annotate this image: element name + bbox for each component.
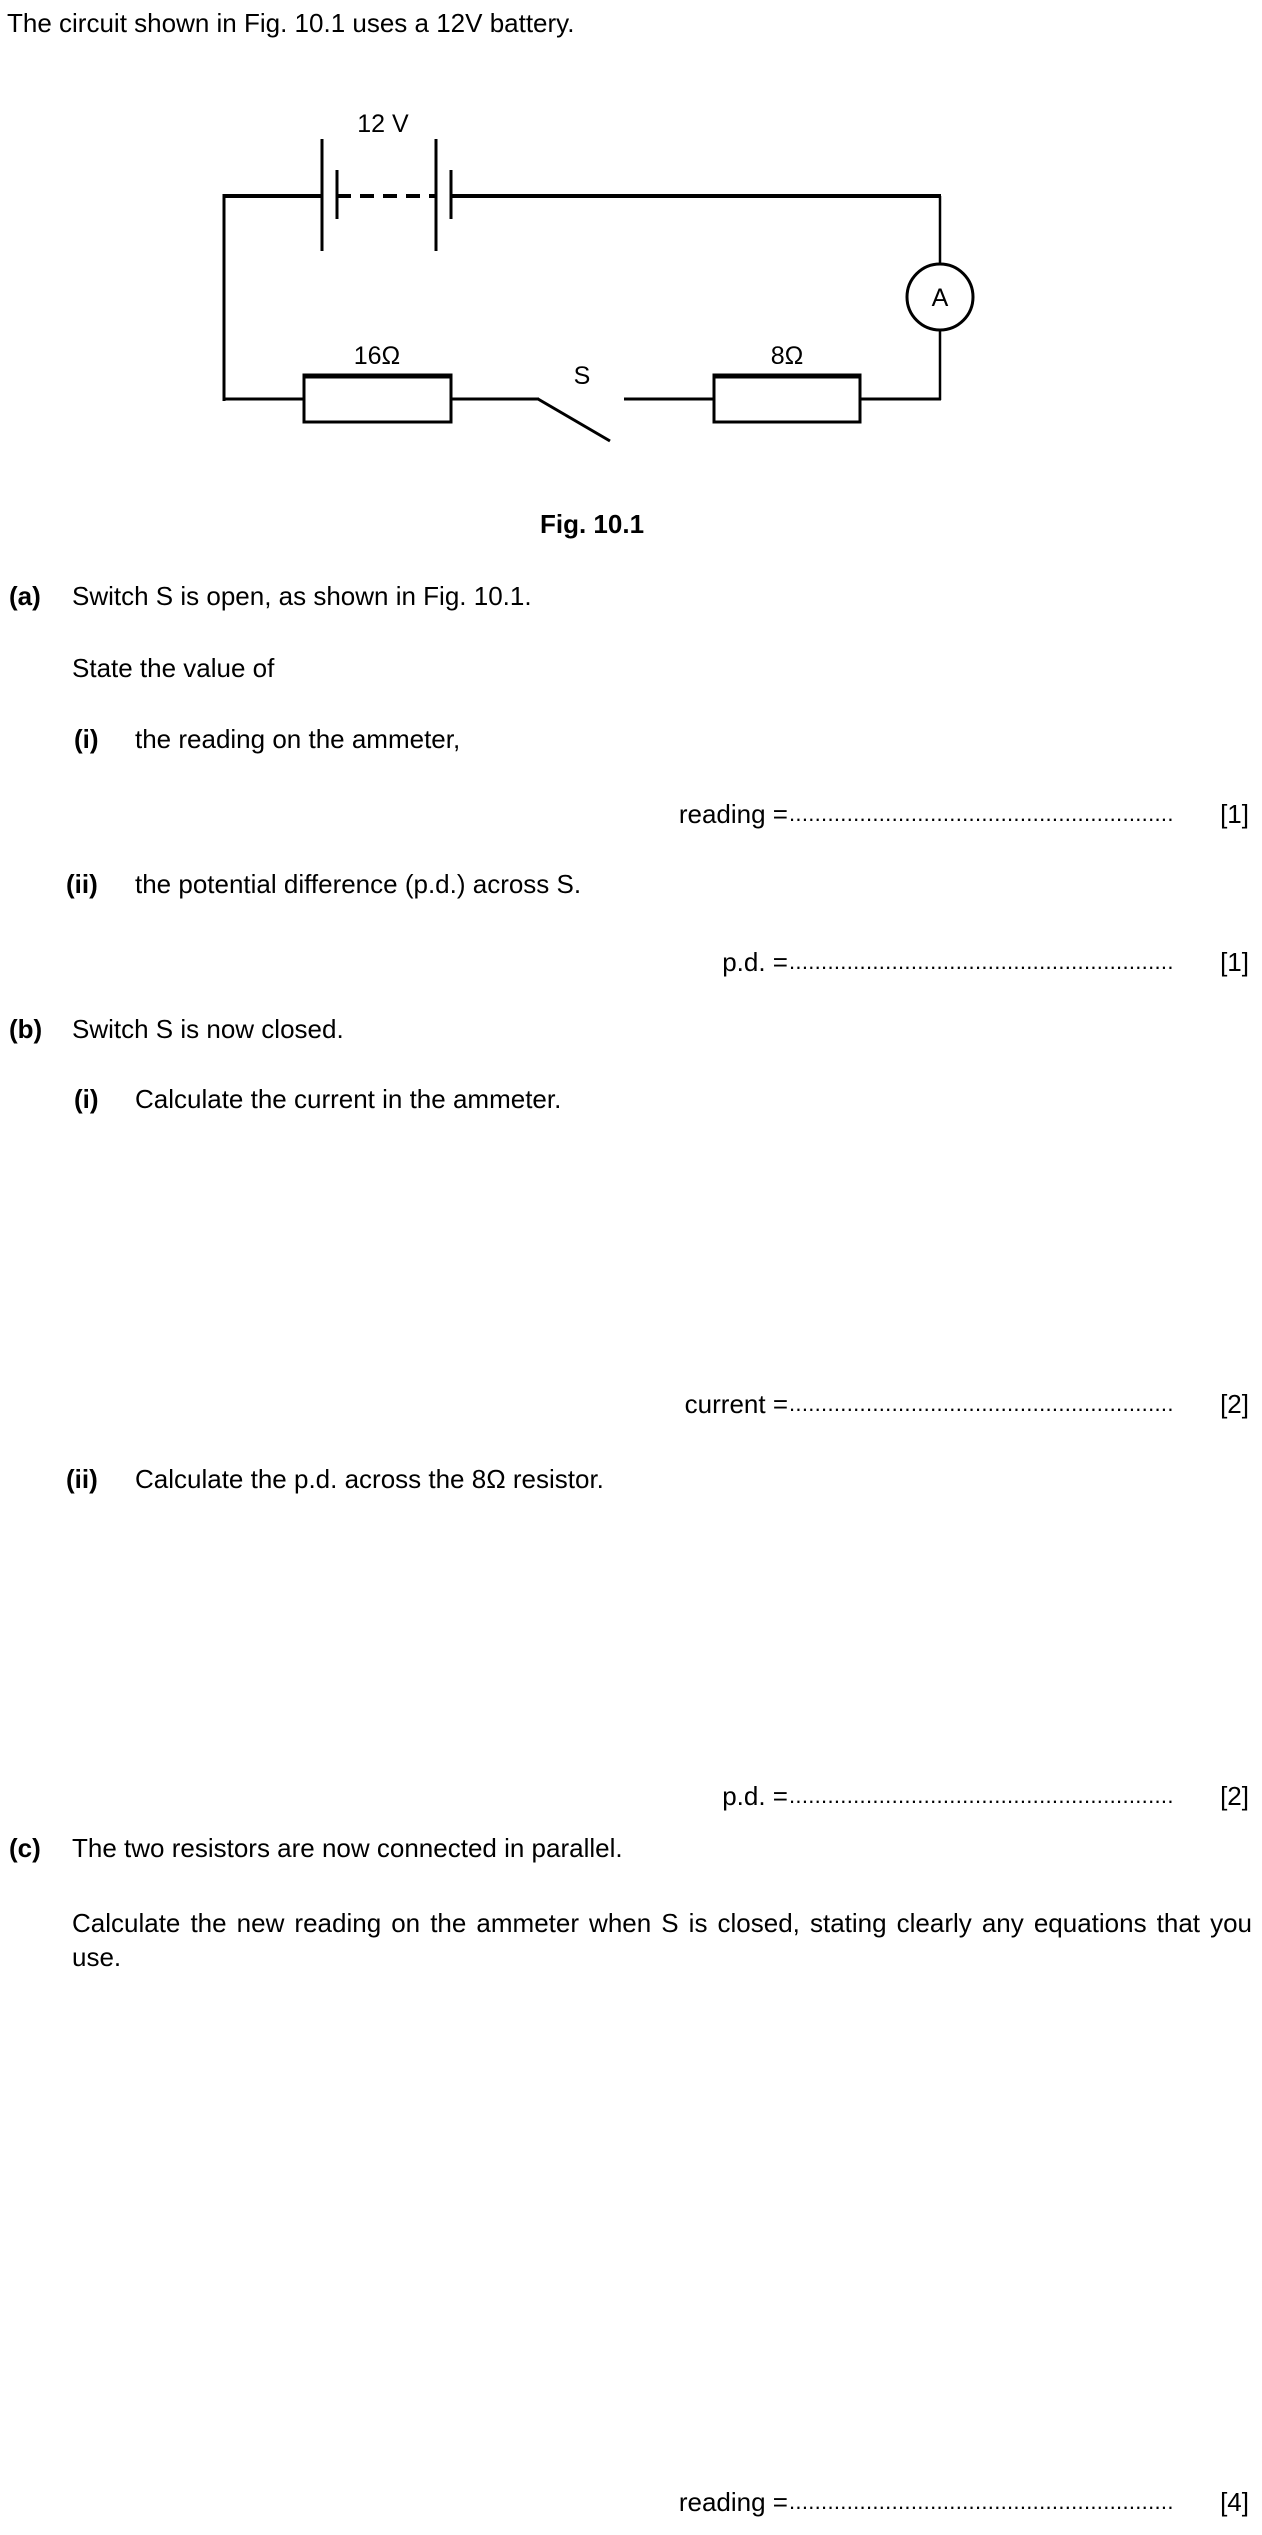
part-a-prompt: State the value of xyxy=(72,653,275,683)
answer-line-a-i[interactable] xyxy=(600,799,1252,829)
part-b-ii-text: Calculate the p.d. across the 8Ω resistor. xyxy=(135,1464,604,1494)
part-c-label: (c) xyxy=(9,1833,41,1863)
answer-label: current = xyxy=(684,1389,788,1419)
part-a-i-label: (i) xyxy=(74,724,99,754)
answer-label: reading = xyxy=(678,799,788,829)
intro-text: The circuit shown in Fig. 10.1 uses a 12V battery. xyxy=(7,8,575,38)
answer-line-a-ii[interactable] xyxy=(600,947,1252,977)
part-b-i-text: Calculate the current in the ammeter. xyxy=(135,1084,562,1114)
part-a-i-text: the reading on the ammeter, xyxy=(135,724,461,754)
answer-dots[interactable]: ............................................................ xyxy=(789,1391,1174,1416)
resistor-16-ohm xyxy=(304,375,451,422)
answer-label: p.d. = xyxy=(722,947,788,977)
resistor-8-label: 8Ω xyxy=(770,342,804,370)
circuit-diagram xyxy=(0,0,1262,470)
part-a-ii-label: (ii) xyxy=(66,869,98,899)
answer-label: reading = xyxy=(678,2487,788,2517)
resistor-8-ohm xyxy=(714,375,860,422)
marks: [4] xyxy=(1220,2487,1249,2517)
answer-dots[interactable]: ............................................................ xyxy=(789,801,1174,826)
marks: [1] xyxy=(1220,947,1249,977)
part-a-text: Switch S is open, as shown in Fig. 10.1. xyxy=(72,581,532,611)
marks: [2] xyxy=(1220,1389,1249,1419)
part-b-text: Switch S is now closed. xyxy=(72,1014,344,1044)
answer-dots[interactable]: ............................................................ xyxy=(789,949,1174,974)
answer-line-c[interactable] xyxy=(600,2487,1252,2517)
part-a-label: (a) xyxy=(9,581,41,611)
battery-label: 12 V xyxy=(357,110,409,138)
part-a-ii-text: the potential difference (p.d.) across S. xyxy=(135,869,582,899)
part-b-ii-label: (ii) xyxy=(66,1464,98,1494)
resistor-16-label: 16Ω xyxy=(353,342,401,370)
part-c-instruction: Calculate the new reading on the ammeter when S is closed, stating clearly any equations that you use. xyxy=(72,1908,1252,1972)
switch-blade xyxy=(538,399,610,441)
part-c-text: The two resistors are now connected in parallel. xyxy=(72,1833,623,1863)
answer-line-b-ii[interactable] xyxy=(600,1781,1252,1811)
answer-dots[interactable]: ............................................................ xyxy=(789,1783,1174,1808)
switch-label: S xyxy=(573,362,591,390)
answer-dots[interactable]: ............................................................ xyxy=(789,2489,1174,2514)
marks: [1] xyxy=(1220,799,1249,829)
part-b-label: (b) xyxy=(9,1014,43,1044)
answer-line-b-i[interactable] xyxy=(600,1389,1252,1419)
part-b-i-label: (i) xyxy=(74,1084,99,1114)
answer-label: p.d. = xyxy=(722,1781,788,1811)
figure-caption: Fig. 10.1 xyxy=(540,509,645,539)
marks: [2] xyxy=(1220,1781,1249,1811)
ammeter-label: A xyxy=(931,284,949,312)
